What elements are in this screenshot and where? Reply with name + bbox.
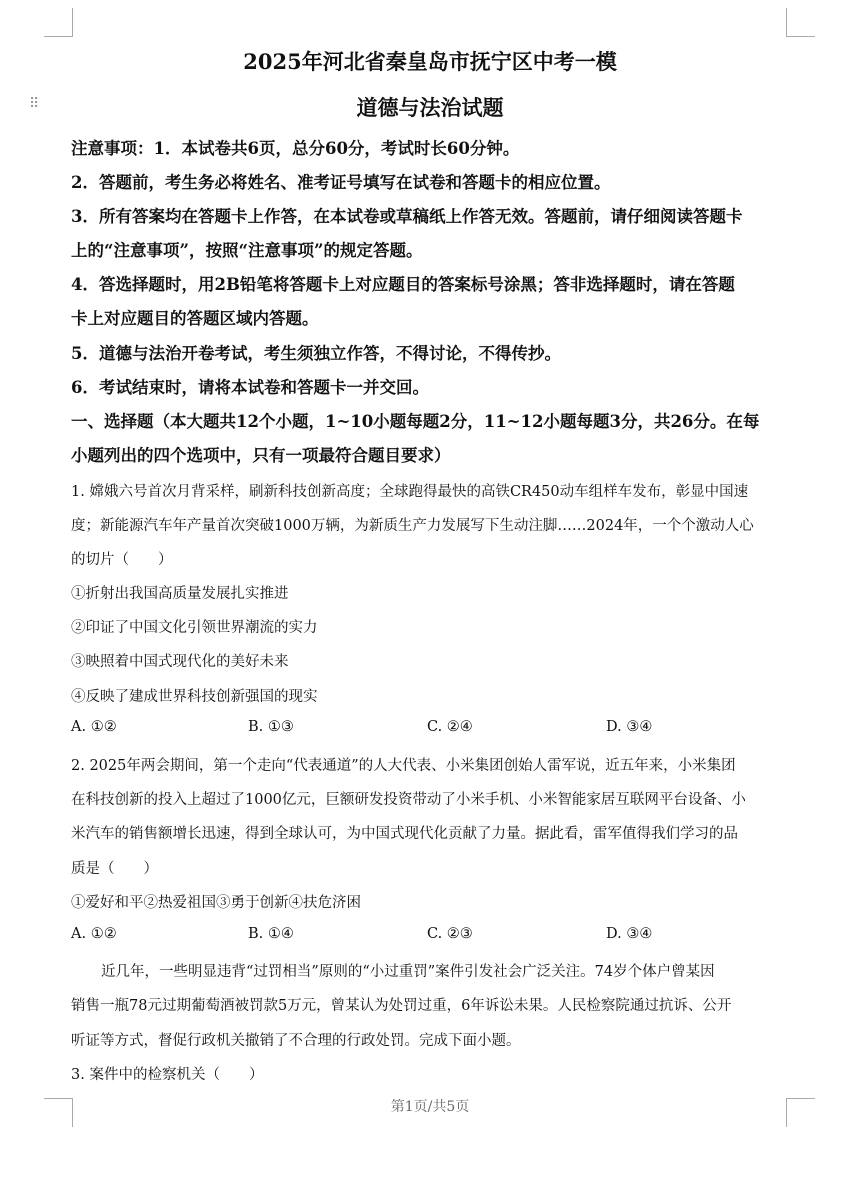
note-line: 3．所有答案均在答题卡上作答，在本试卷或草稿纸上作答无效。答题前，请仔细阅读答题卡: [71, 207, 743, 226]
question-1-statement: ①折射出我国高质量发展扎实推进: [71, 586, 289, 602]
question-2-option-d[interactable]: D. ③④: [606, 926, 653, 942]
passage-line: 听证等方式，督促行政机关撤销了不合理的行政处罚。完成下面小题。: [71, 1033, 521, 1049]
question-2-statement: ①爱好和平②热爱祖国③勇于创新④扶危济困: [71, 895, 361, 911]
question-2-stem: 2. 2025年两会期间，第一个走向“代表通道”的人大代表、小米集团创始人雷军说，近五年来，小米集团: [71, 758, 736, 774]
section-heading: 一、选择题（本大题共12个小题，1~10小题每题2分，11~12小题每题3分，共26分。在每: [71, 412, 760, 431]
question-1-statement: ③映照着中国式现代化的美好未来: [71, 654, 289, 670]
question-1-stem: 度；新能源汽车年产量首次突破1000万辆，为新质生产力发展写下生动注脚……2024年，一个个激动人心: [71, 518, 754, 534]
question-2-option-c[interactable]: C. ②③: [427, 926, 473, 942]
question-1-stem: 的切片（ ）: [71, 552, 173, 568]
question-1-option-b[interactable]: B. ①③: [248, 719, 294, 735]
note-line: 5．道德与法治开卷考试，考生须独立作答，不得讨论，不得传抄。: [71, 344, 561, 363]
question-1-option-d[interactable]: D. ③④: [606, 719, 653, 735]
question-2-stem: 质是（ ）: [71, 861, 158, 877]
note-line: 卡上对应题目的答题区域内答题。: [71, 309, 319, 328]
question-3-stem: 3. 案件中的检察机关（ ）: [71, 1067, 264, 1083]
exam-subtitle: 道德与法治试题: [356, 95, 504, 120]
question-2-stem: 米汽车的销售额增长迅速，得到全球认可，为中国式现代化贡献了力量。据此看，雷军值得我们学习的品: [71, 826, 738, 842]
passage-line: 销售一瓶78元过期葡萄酒被罚款5万元，曾某认为处罚过重，6年诉讼未果。人民检察院通过抗诉、公开: [71, 998, 732, 1014]
section-heading: 小题列出的四个选项中，只有一项最符合题目要求）: [71, 446, 451, 465]
exam-title: 2025年河北省秦皇岛市抚宁区中考一模: [243, 49, 617, 74]
question-1-stem: 1. 嫦娥六号首次月背采样，刷新科技创新高度；全球跑得最快的高铁CR450动车组样车发布，彰显中国速: [71, 484, 749, 500]
question-2-option-a[interactable]: A. ①②: [71, 926, 117, 942]
note-line: 注意事项：1．本试卷共6页，总分60分，考试时长60分钟。: [71, 139, 520, 158]
question-1-statement: ②印证了中国文化引领世界潮流的实力: [71, 620, 318, 636]
note-line: 上的“注意事项”，按照“注意事项”的规定答题。: [71, 241, 423, 260]
note-line: 6．考试结束时，请将本试卷和答题卡一并交回。: [71, 378, 429, 397]
note-line: 4．答选择题时，用2B铅笔将答题卡上对应题目的答案标号涂黑；答非选择题时，请在答题: [71, 275, 735, 294]
crop-mark-top-right: [786, 8, 815, 37]
page-number: 第1页/共5页: [390, 1099, 470, 1115]
drag-handle-icon[interactable]: ⠿: [29, 96, 39, 112]
note-line: 2．答题前，考生务必将姓名、准考证号填写在试卷和答题卡的相应位置。: [71, 173, 611, 192]
question-2-option-b[interactable]: B. ①④: [248, 926, 294, 942]
question-1-statement: ④反映了建成世界科技创新强国的现实: [71, 689, 318, 705]
passage-line: 近几年，一些明显违背“过罚相当”原则的“小过重罚”案件引发社会广泛关注。74岁个体户曾某因: [101, 964, 715, 980]
question-1-option-c[interactable]: C. ②④: [427, 719, 473, 735]
question-1-option-a[interactable]: A. ①②: [71, 719, 117, 735]
question-2-stem: 在科技创新的投入上超过了1000亿元，巨额研发投资带动了小米手机、小米智能家居互联网平台设备、小: [71, 792, 746, 808]
crop-mark-top-left: [44, 8, 73, 37]
